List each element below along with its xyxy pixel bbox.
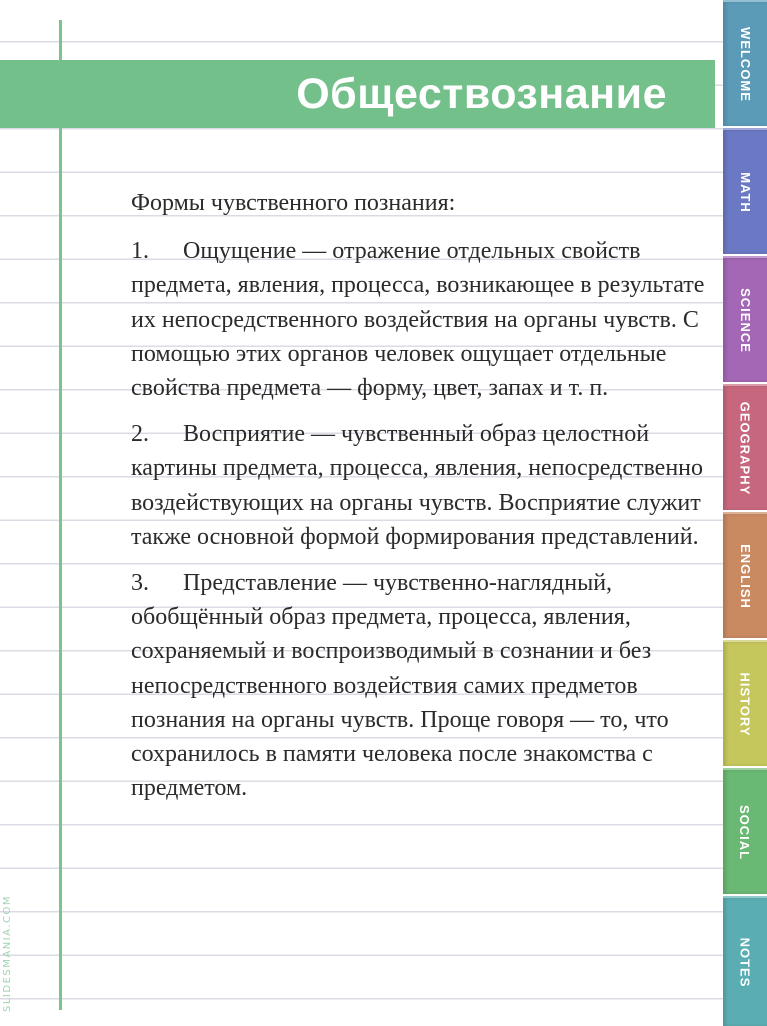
tab-geography[interactable]: [723, 384, 767, 510]
tab-label: WELCOME: [737, 26, 753, 102]
list-item-perception: [131, 417, 706, 554]
tab-label: SOCIAL: [737, 804, 753, 860]
tab-history[interactable]: [723, 640, 767, 766]
item-number: 1.: [131, 238, 149, 265]
slide-content: [131, 186, 706, 817]
watermark: SLIDESMANIA.COM: [2, 895, 13, 1012]
item-text: Восприятие — чувственный образ целостной картины предмета, процесса, явления, непосредственно воздействующих на органы чувств. Восприятие служит также основной формой формирования представлений.: [131, 421, 704, 550]
slide-title: Обществознание: [296, 69, 667, 118]
content-heading: Формы чувственного познания:: [131, 190, 456, 216]
margin-line: [59, 20, 62, 1010]
tab-label: GEOGRAPHY: [737, 401, 753, 495]
tab-english[interactable]: [723, 512, 767, 638]
tab-social[interactable]: [723, 768, 767, 894]
list-item-sensation: [131, 234, 706, 405]
tab-label: NOTES: [737, 937, 753, 987]
item-number: 3.: [131, 570, 149, 597]
tab-label: ENGLISH: [737, 543, 753, 609]
tab-label: HISTORY: [737, 671, 753, 737]
tab-math[interactable]: [723, 128, 767, 254]
tab-science[interactable]: [723, 256, 767, 382]
tab-welcome[interactable]: [723, 0, 767, 126]
tab-label: MATH: [737, 171, 753, 213]
item-number: 2.: [131, 421, 149, 448]
item-text: Ощущение — отражение отдельных свойств предмета, явления, процесса, возникающее в результате их непосредственного воздействия на органы чувств. С помощью этих органов человек ощущает отдельные свойства предмета — форму, цвет, запах и т. п.: [131, 238, 705, 402]
title-band: [0, 60, 715, 128]
list-item-representation: [131, 566, 706, 805]
tab-label: SCIENCE: [737, 287, 753, 353]
tab-notes[interactable]: [723, 896, 767, 1026]
side-tabs: [723, 0, 767, 1024]
item-text: Представление — чувственно-наглядный, обобщённый образ предмета, процесса, явления, сохраняемый и воспроизводимый в сознании и без непосредственного воздействия самих предметов познания на органы чувств. Проще говоря — то, что сохранилось в памяти человека после знакомства с предметом.: [131, 570, 669, 802]
